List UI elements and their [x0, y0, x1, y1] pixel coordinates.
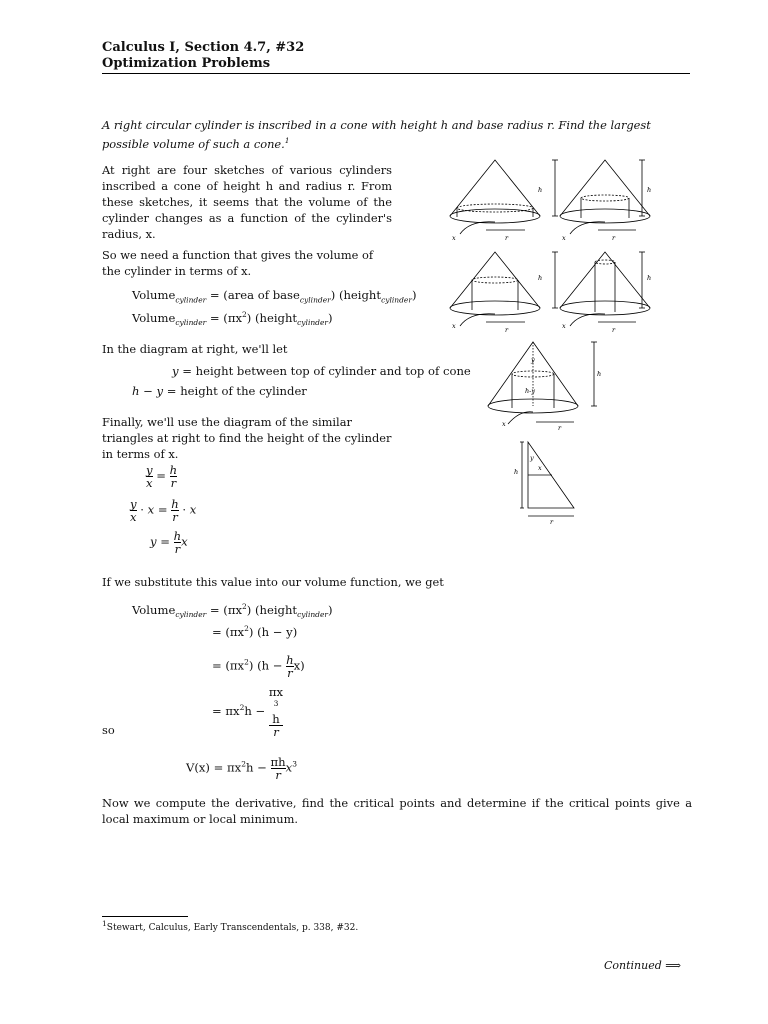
svg-text:r: r [558, 424, 562, 432]
svg-text:y: y [530, 454, 534, 462]
header-course: Calculus I, Section 4.7, #32 [102, 40, 305, 55]
svg-text:h: h [597, 370, 602, 378]
paragraph-similar-triangles: Finally, we'll use the diagram of the similar triangles at right to find the height of the cylinder in terms of x. [102, 415, 392, 461]
volume-equation-2: Volume$_{cylinder}$ = $(\pi x^2)$ (height$_{cylinder}$) [132, 310, 333, 328]
header-topic: Optimization Problems [102, 56, 271, 71]
substitution-line-1: Volume$_{cylinder}$ = $(\pi x^2)$ (height$_{cylinder}$) [132, 602, 333, 620]
derivation-step-2: $\frac{y}{x}$ · x = $\frac{h}{r}$ · x [130, 497, 197, 524]
substitution-line-3: = $(\pi x^2) (h$ − $\frac{h}{r}$ x) [212, 653, 305, 680]
let-definition-1: y = height between top of cylinder and top of cone [172, 364, 471, 378]
svg-text:x: x [452, 322, 456, 330]
svg-text:x: x [538, 464, 542, 472]
svg-text:r: r [505, 326, 509, 334]
svg-text:x: x [562, 234, 566, 242]
word-so: so [102, 723, 115, 737]
svg-text:y: y [531, 356, 535, 364]
substitution-line-4: = $\pi x^2h$ − πx $^3$ h r [212, 685, 284, 739]
footnote-rule [102, 916, 188, 917]
svg-text:h: h [538, 274, 543, 282]
paragraph-substitute: If we substitute this value into our volume function, we get [102, 575, 444, 589]
paragraph-derivative: Now we compute the derivative, find the critical points and determine if the critical points give a local maximum or local minimum. [102, 796, 692, 826]
footnote: $^1$Stewart, Calculus, Early Transcendentals, p. 338, #32. [102, 919, 359, 933]
substitution-line-2: = $(\pi x^2) (h - y)$ [212, 624, 298, 639]
problem-statement [102, 117, 692, 152]
page-header [102, 40, 690, 72]
continued-marker: Continued ⟹ [604, 959, 682, 972]
svg-text:x: x [562, 322, 566, 330]
svg-text:x: x [502, 420, 506, 428]
svg-text:r: r [612, 234, 616, 242]
svg-text:r: r [550, 518, 554, 526]
cone-figures [440, 150, 690, 530]
footnote-ref: 1 [284, 136, 290, 145]
svg-text:h: h [538, 186, 543, 194]
volume-function: $V(x) = \pi x^2h$ − $\frac{\pi h}{r}$ $x^3$ [186, 755, 297, 782]
derivation-step-3: y = $\frac{h}{r}$ x [150, 529, 188, 556]
svg-text:h-y: h-y [525, 387, 536, 395]
svg-text:r: r [612, 326, 616, 334]
paragraph-sketches: At right are four sketches of various cylinders inscribed a cone of height h and radius r. From these sketches, it seems that the volume of the cylinder changes as a function of the cylinder's radius, x. [102, 163, 392, 241]
paragraph-volume-function: So we need a function that gives the volume of the cylinder in terms of x. [102, 248, 374, 278]
similar-triangle [520, 442, 574, 516]
let-definition-2: h − y = height of the cylinder [132, 384, 307, 398]
cone-labeled [488, 342, 597, 424]
problem-text: A right circular cylinder is inscribed in a cone with height h and base radius r. Find the largest possible volume of such a cone. [102, 118, 651, 151]
svg-text:r: r [505, 234, 509, 242]
paragraph-let: In the diagram at right, we'll let [102, 342, 288, 356]
cone-sketch-2 [560, 160, 650, 234]
derivation-step-1: $\frac{y}{x}$ = $\frac{h}{r}$ [146, 463, 178, 490]
svg-text:h: h [647, 186, 652, 194]
svg-text:h: h [647, 274, 652, 282]
cone-sketch-1 [450, 160, 558, 234]
cone-sketch-3 [450, 252, 558, 326]
volume-equation-1: Volume$_{cylinder}$ = (area of base$_{cylinder}$) (height$_{cylinder}$) [132, 288, 417, 305]
svg-text:x: x [452, 234, 456, 242]
header-rule [102, 73, 690, 74]
cone-sketch-4 [560, 252, 650, 326]
svg-text:h: h [514, 468, 519, 476]
